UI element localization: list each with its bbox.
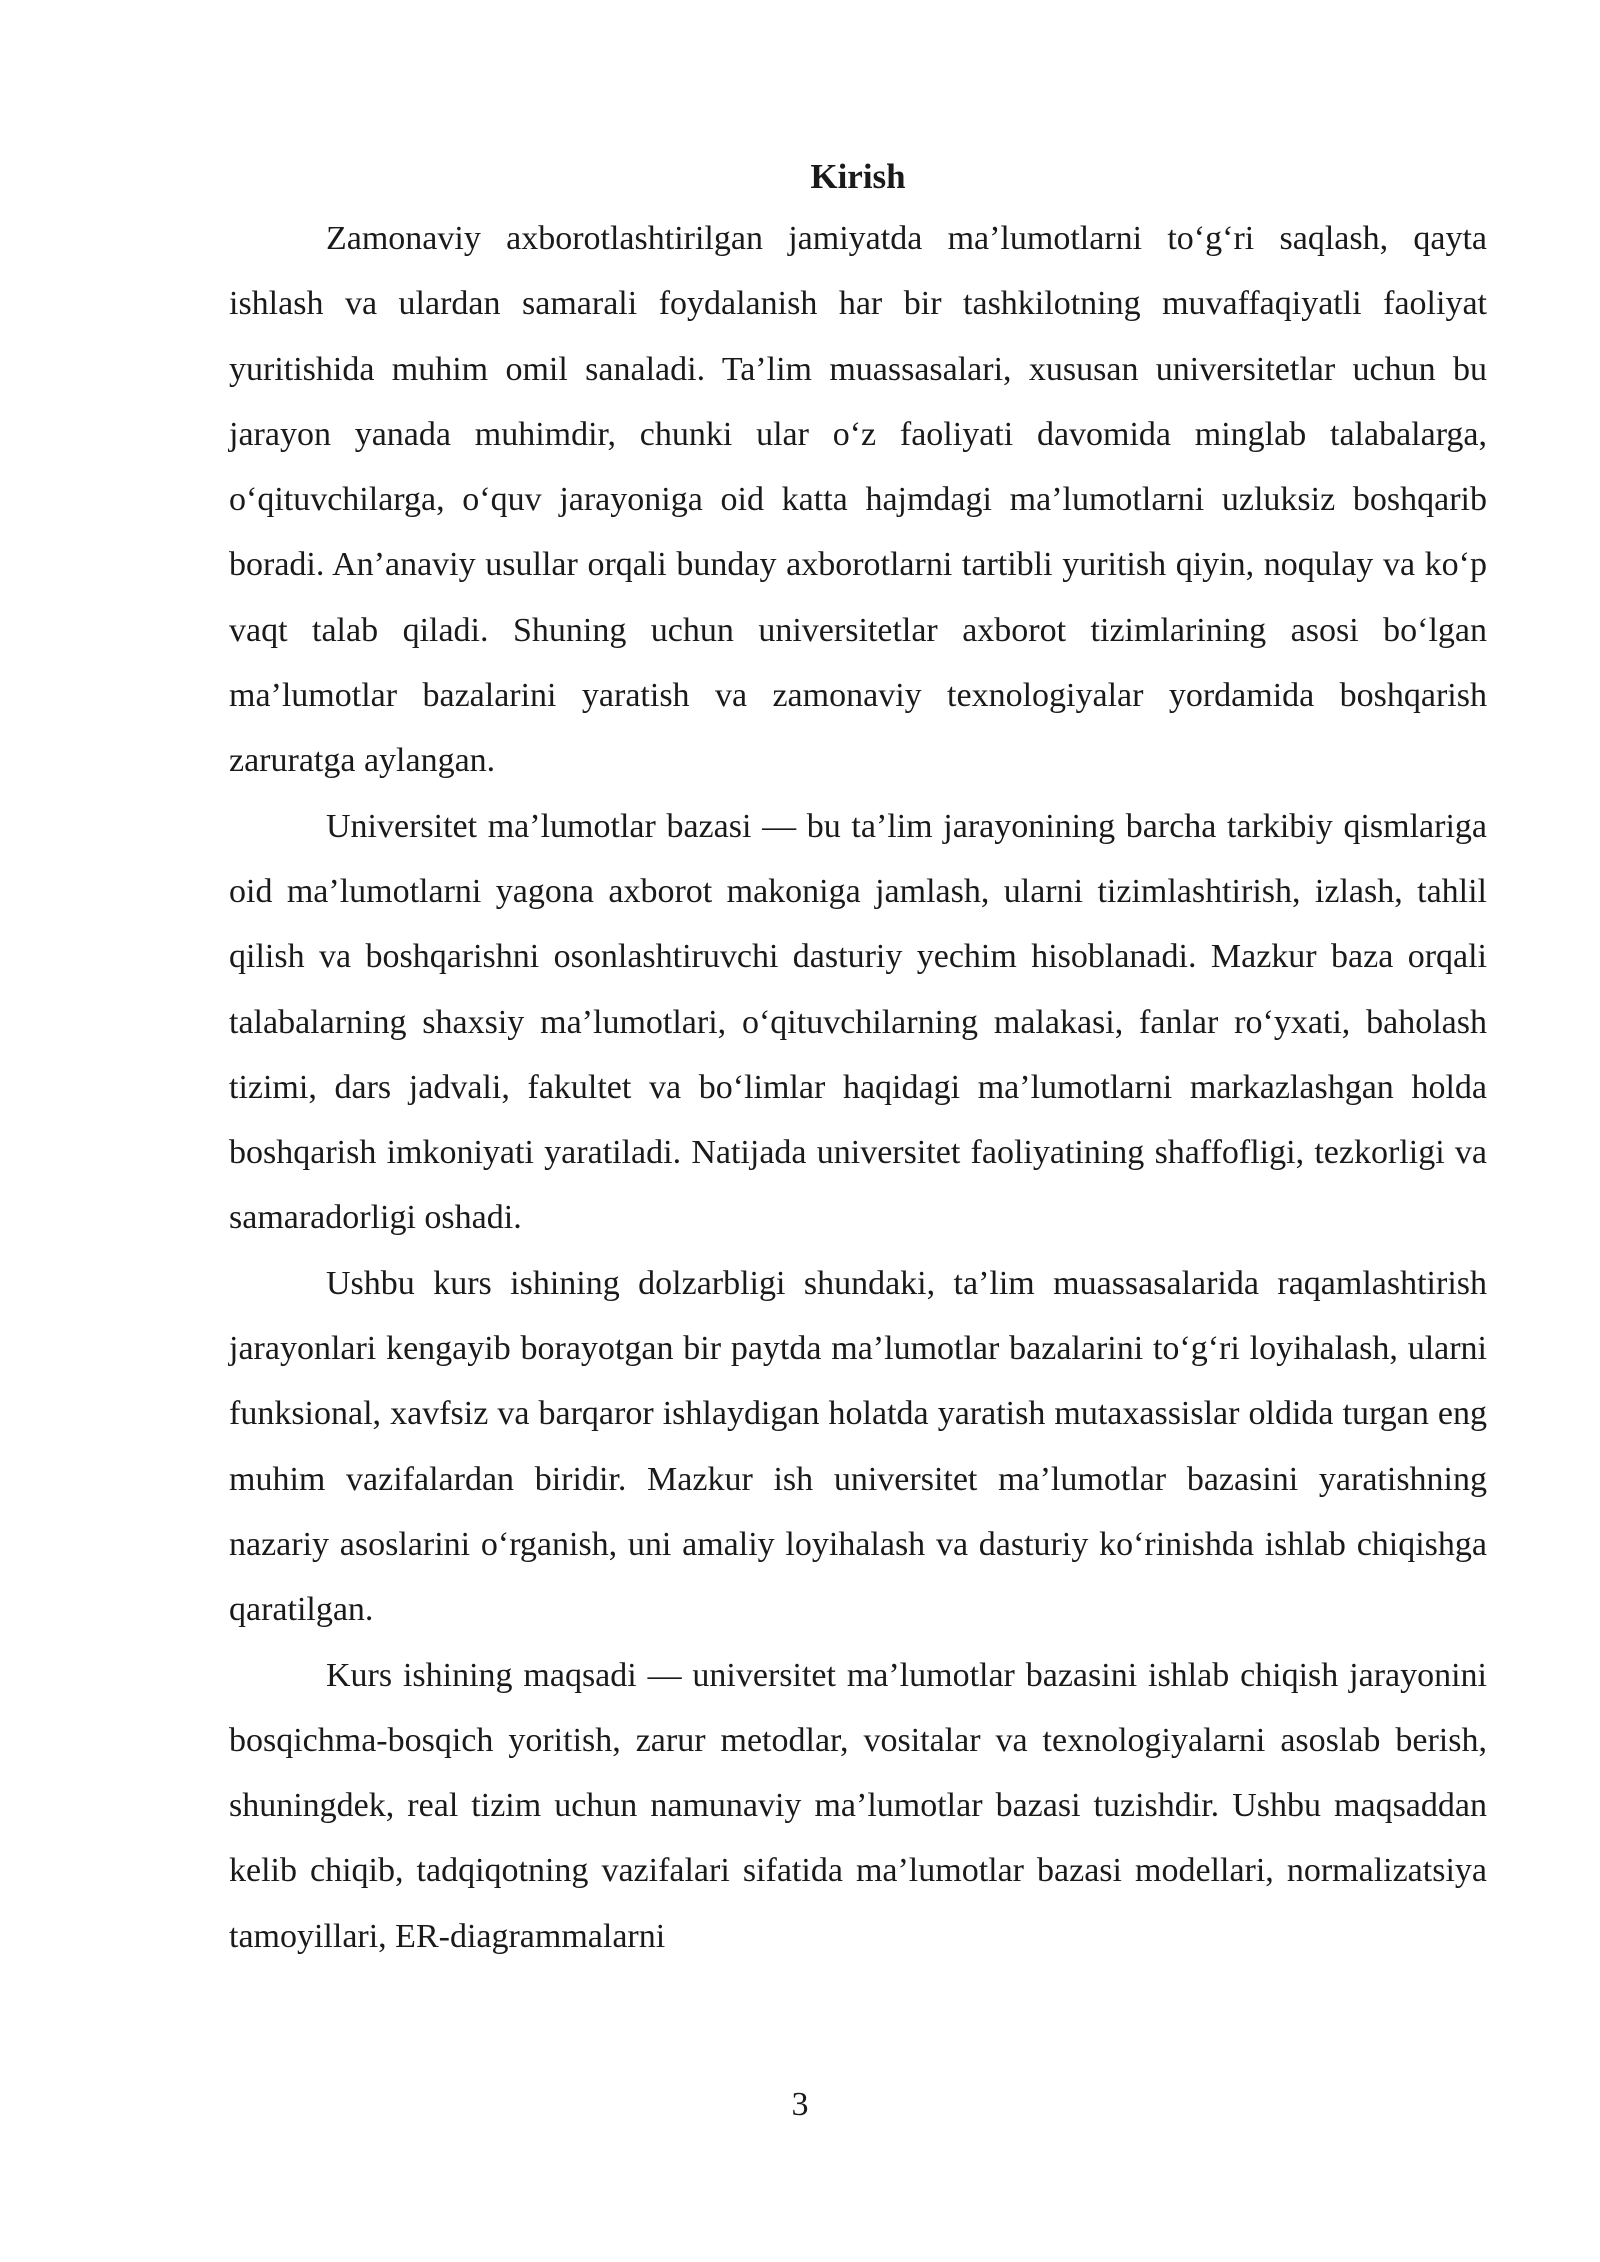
paragraph-2: Universitet ma’lumotlar bazasi — bu ta’lim jarayonining barcha tarkibiy qismlariga oid ma’lumotlarni yagona axborot makoniga jamlash, ularni tizimlashtirish, izlash, tahlil qilish va boshqarishni osonlashtiruvchi dasturiy yechim hisoblanadi. Mazkur baza orqali talabalarning shaxsiy ma’lumotlari, o‘qituvchilarning malakasi, fanlar ro‘yxati, baholash tizimi, dars jadvali, fakultet va bo‘limlar haqidagi ma’lumotlarni markazlashgan holda boshqarish imkoniyati yaratiladi. Natijada universitet faoliyatining shaffofligi, tezkorligi va samaradorligi oshadi. [229,807,1487,1237]
page-number: 3 [791,2086,809,2123]
section-title: Kirish [810,157,906,196]
page-content [229,148,1487,1969]
paragraph-1: Zamonaviy axborotlashtirilgan jamiyatda ma’lumotlarni to‘g‘ri saqlash, qayta ishlash va ulardan samarali foydalanish har bir tashkilotning muvaffaqiyatli faoliyat yuritishida muhim omil sanaladi. Ta’lim muassasalari, xususan universitetlar uchun bu jarayon yanada muhimdir, chunki ular o‘z faoliyati davomida minglab talabalarga, o‘qituvchilarga, o‘quv jarayoniga oid katta hajmdagi ma’lumotlarni uzluksiz boshqarib boradi. An’anaviy usullar orqali bunday axborotlarni tartibli yuritish qiyin, noqulay va ko‘p vaqt talab qiladi. Shuning uchun universitetlar axborot tizimlarining asosi bo‘lgan ma’lumotlar bazalarini yaratish va zamonaviy texnologiyalar yordamida boshqarish zaruratga aylangan. [229,220,1487,780]
paragraph-3: Ushbu kurs ishining dolzarbligi shundaki, ta’lim muassasalarida raqamlashtirish jarayonlari kengayib borayotgan bir paytda ma’lumotlar bazalarini to‘g‘ri loyihalash, ularni funksional, xavfsiz va barqaror ishlaydigan holatda yaratish mutaxassislar oldida turgan eng muhim vazifalardan biridir. Mazkur ish universitet ma’lumotlar bazasini yaratishning nazariy asoslarini o‘rganish, uni amaliy loyihalash va dasturiy ko‘rinishda ishlab chiqishga qaratilgan. [229,1264,1487,1629]
paragraph-4: Kurs ishining maqsadi — universitet ma’lumotlar bazasini ishlab chiqish jarayonini bosqichma-bosqich yoritish, zarur metodlar, vositalar va texnologiyalarni asoslab berish, shuningdek, real tizim uchun namunaviy ma’lumotlar bazasi tuzishdir. Ushbu maqsaddan kelib chiqib, tadqiqotning vazifalari sifatida ma’lumotlar bazasi modellari, normalizatsiya tamoyillari, ER-diagrammalarni [229,1656,1487,1955]
